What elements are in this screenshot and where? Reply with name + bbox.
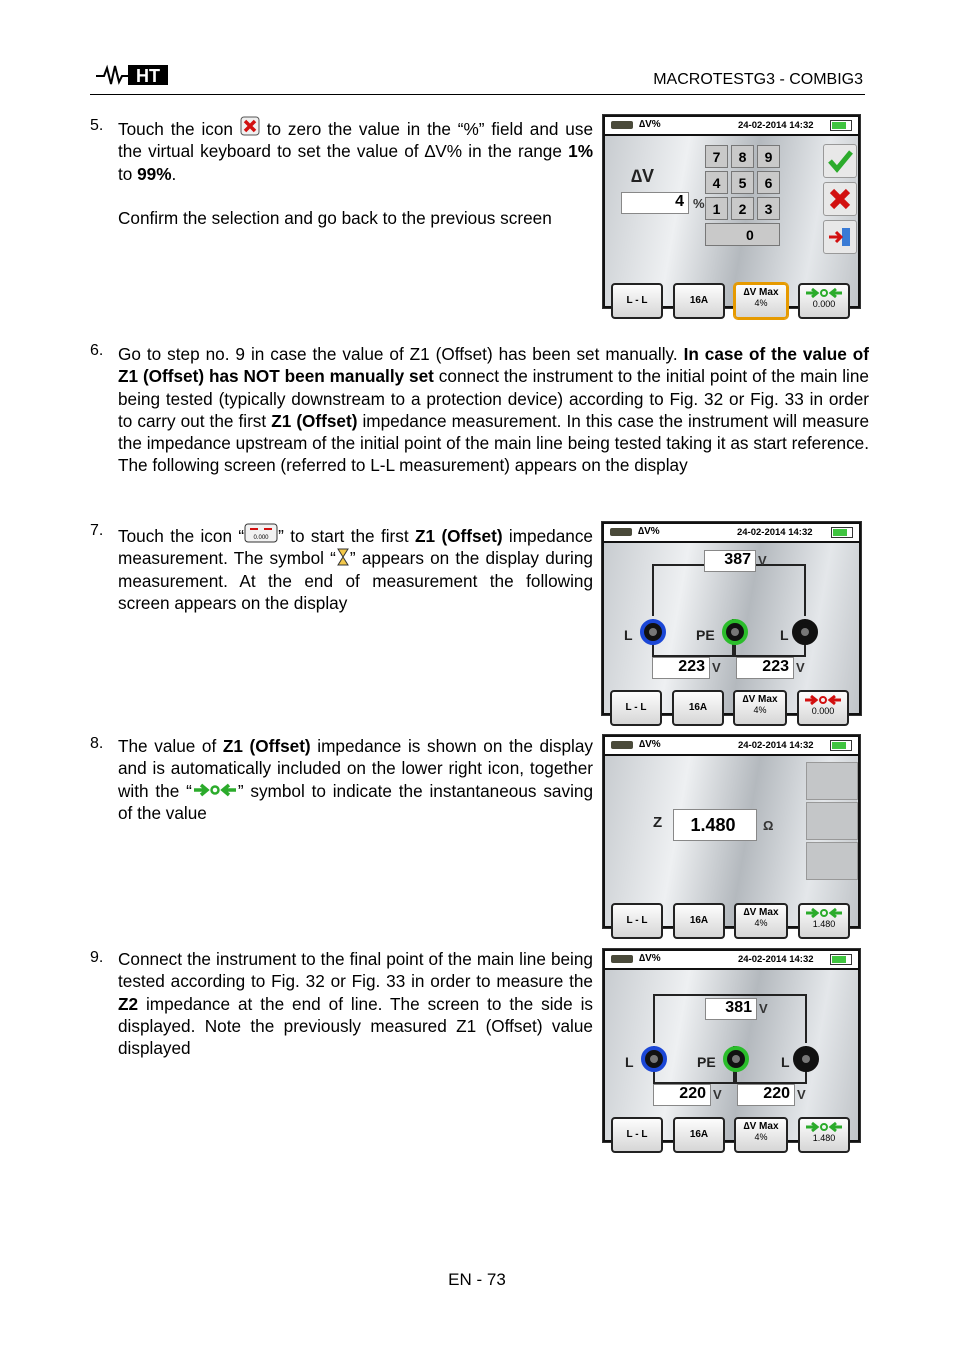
battery-icon <box>830 740 852 751</box>
mode-label: ∆V% <box>639 119 661 130</box>
step-number: 5. <box>90 117 104 134</box>
ll-button[interactable]: L - L <box>611 1117 663 1153</box>
step-number: 9. <box>90 949 104 966</box>
pe-terminal-icon <box>722 619 748 645</box>
z-label: Z <box>653 814 663 831</box>
exit-icon <box>824 221 856 253</box>
voltage-ll-value: 387 <box>704 550 756 572</box>
step-5-text: Touch the icon to zero the value in the “%” field and use the virtual keyboard to set the value of ∆V% in the range 1% to 99%. Confirm the selection and go back to the previous screen <box>118 118 593 229</box>
empty-softkey <box>806 842 858 880</box>
l2-terminal-icon <box>792 619 818 645</box>
unit: V <box>713 1087 722 1102</box>
z-value: 1.480 <box>673 809 757 841</box>
key-4[interactable]: 4 <box>705 171 728 194</box>
current-button[interactable]: 16A <box>673 283 725 319</box>
pe-terminal-icon <box>723 1046 749 1072</box>
step-number: 6. <box>90 342 104 359</box>
mode-label: ∆V% <box>639 953 661 964</box>
key-6[interactable]: 6 <box>757 171 780 194</box>
key-5[interactable]: 5 <box>731 171 754 194</box>
screen-body <box>605 756 858 929</box>
dv-unit: % <box>693 196 705 211</box>
empty-softkey <box>806 762 858 800</box>
key-3[interactable]: 3 <box>757 197 780 220</box>
offset-arrows-icon <box>804 907 844 919</box>
unit: V <box>759 1001 768 1016</box>
offset-arrows-icon <box>804 1121 844 1133</box>
datetime: 24-02-2014 14:32 <box>738 120 814 131</box>
header-divider <box>90 94 865 95</box>
ll-button[interactable]: L - L <box>610 690 662 726</box>
hourglass-icon <box>336 548 350 566</box>
datetime: 24-02-2014 14:32 <box>738 740 814 751</box>
step-number: 7. <box>90 522 104 539</box>
mode-label: ∆V% <box>639 739 661 750</box>
offset-arrows-icon <box>804 287 844 299</box>
datetime: 24-02-2014 14:32 <box>738 954 814 965</box>
current-button[interactable]: 16A <box>673 1117 725 1153</box>
page-number: EN - 73 <box>448 1270 506 1289</box>
battery-icon <box>830 954 852 965</box>
svg-text:HT: HT <box>136 66 160 86</box>
cancel-button[interactable] <box>823 182 857 216</box>
status-bar <box>605 737 858 754</box>
unit: V <box>797 1087 806 1102</box>
dv-max-button[interactable]: ∆V Max 4% <box>734 283 788 319</box>
document-title: MACROTESTG3 - COMBIG3 <box>653 71 863 88</box>
unit: V <box>796 660 805 675</box>
step-9-text: Connect the instrument to the final point of the main line being tested according to Fig. 32 or Fig. 33 in order to measure the Z2 impedance at the end of line. The screen to the side is displayed. Note the previously measured Z1 (Offset) value displayed <box>118 949 593 1059</box>
l-terminal-icon <box>640 619 666 645</box>
probe-icon <box>610 528 632 536</box>
probe-icon <box>611 741 633 749</box>
offset-button[interactable]: 1.480 <box>798 1117 850 1153</box>
screen-body <box>605 970 858 1143</box>
ll-button[interactable]: L - L <box>611 283 663 319</box>
ht-logo <box>94 62 172 88</box>
l-label: L <box>624 627 633 643</box>
offset-button[interactable]: 0.000 <box>798 283 850 319</box>
unit: V <box>712 660 721 675</box>
instrument-screen-impedance <box>602 734 861 929</box>
checkmark-icon <box>824 145 856 177</box>
step-8-text: The value of Z1 (Offset) impedance is shown on the display and is automatically included on the lower right icon, together with the “ ” symbol to indicate the instantaneous saving of the value <box>118 736 594 823</box>
battery-icon <box>830 120 852 131</box>
exit-button[interactable] <box>823 220 857 254</box>
key-7[interactable]: 7 <box>705 145 728 168</box>
step-6-text: Go to step no. 9 in case the value of Z1 (Offset) has been set manually. In case of the value of Z1 (Offset) has NOT been manually set connect the instrument to the initial point of the main line being tested (typically downstream to a protection device) according to Fig. 32 or Fig. 33 in order to carry out the first Z1 (Offset) impedance measurement. In this case the instrument will measure the impedance upstream of the initial point of the main line being tested taking it as start reference. The following screen (referred to L-L measurement) appears on the display <box>118 344 870 476</box>
offset-zero-icon <box>803 694 843 706</box>
battery-icon <box>831 527 853 538</box>
screen-body <box>604 543 859 716</box>
instrument-screen-voltage-final <box>602 948 861 1143</box>
voltage-lpe1-value: 223 <box>652 657 710 679</box>
l-label: L <box>780 627 789 643</box>
probe-icon <box>611 121 633 129</box>
key-1[interactable]: 1 <box>705 197 728 220</box>
screen-body <box>605 136 858 309</box>
unit: V <box>758 553 767 568</box>
dv-value-field[interactable]: 4 <box>621 192 689 214</box>
l2-terminal-icon <box>793 1046 819 1072</box>
voltage-ll-value: 381 <box>705 998 757 1020</box>
svg-text:0.000: 0.000 <box>253 535 269 542</box>
mode-label: ∆V% <box>638 526 660 537</box>
instrument-screen-keypad <box>602 114 861 309</box>
status-bar <box>605 951 858 968</box>
pe-label: PE <box>696 627 715 643</box>
key-0[interactable]: 0 <box>705 223 780 246</box>
dv-max-button[interactable]: ∆V Max 4% <box>734 903 788 939</box>
offset-button[interactable]: 0.000 <box>797 690 849 726</box>
voltage-lpe2-value: 223 <box>736 657 794 679</box>
probe-icon <box>611 955 633 963</box>
empty-softkey <box>806 802 858 840</box>
pe-label: PE <box>697 1054 716 1070</box>
confirm-button[interactable] <box>823 144 857 178</box>
current-button[interactable]: 16A <box>673 903 725 939</box>
dv-max-button[interactable]: ∆V Max 4% <box>733 690 787 726</box>
dv-max-button[interactable]: ∆V Max 4% <box>734 1117 788 1153</box>
step-7-text: Touch the icon “ 0.000 ” to start the first Z1 (Offset) impedance measurement. The symbol “ ” appears on the display during measurement. At the end of measurement the following screen appears on the display <box>118 525 593 614</box>
key-9[interactable]: 9 <box>757 145 780 168</box>
l-label: L <box>625 1054 634 1070</box>
ohm-unit: Ω <box>763 818 774 833</box>
ll-button[interactable]: L - L <box>611 903 663 939</box>
instrument-screen-voltage <box>601 521 862 716</box>
key-8[interactable]: 8 <box>731 145 754 168</box>
cancel-icon <box>240 116 260 136</box>
offset-button[interactable]: 1.480 <box>798 903 850 939</box>
voltage-lpe1-value: 220 <box>653 1084 711 1106</box>
status-bar <box>604 524 859 541</box>
voltage-lpe2-value: 220 <box>737 1084 795 1106</box>
key-2[interactable]: 2 <box>731 197 754 220</box>
offset-button-icon <box>244 523 278 543</box>
l-label: L <box>781 1054 790 1070</box>
current-button[interactable]: 16A <box>672 690 724 726</box>
offset-saved-icon <box>192 783 238 797</box>
step-number: 8. <box>90 735 104 752</box>
status-bar <box>605 117 858 134</box>
dv-label: ∆V <box>631 166 655 186</box>
cancel-icon <box>824 183 856 215</box>
datetime: 24-02-2014 14:32 <box>737 527 813 538</box>
l-terminal-icon <box>641 1046 667 1072</box>
